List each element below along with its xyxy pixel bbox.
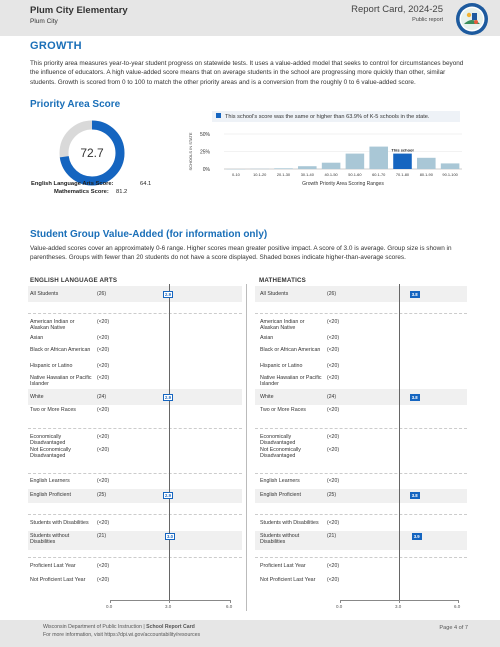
math-row-label: Students without Disabilities [260, 533, 300, 546]
math-axis-tick [458, 600, 459, 603]
ela-row-label: Asian [30, 335, 44, 341]
math-row-size: (26) [327, 291, 337, 297]
ela-row-label: Proficient Last Year [30, 563, 76, 569]
math-score-label: Mathematics Score: [54, 189, 109, 195]
math-row-label: Native Hawaiian or Pacific Islander [260, 375, 322, 388]
math-group-divider [255, 428, 467, 429]
ela-score-row [31, 181, 114, 187]
ela-group-divider [28, 473, 242, 474]
ela-row-size: (<20) [97, 478, 110, 484]
ela-row-size: (<20) [97, 563, 110, 569]
math-row-size: (25) [327, 492, 337, 498]
math-row-size: (<20) [327, 563, 340, 569]
y-tick-label: 0% [202, 167, 210, 173]
ela-score-marker: 3.0 [165, 533, 175, 540]
ela-score-marker: 2.9 [163, 394, 173, 401]
y-tick-label: 25% [199, 149, 210, 156]
ela-row-size: (<20) [97, 407, 110, 413]
column-divider [246, 284, 247, 611]
ela-row-size: (<20) [97, 520, 110, 526]
ela-row-label: English Proficient [30, 492, 71, 498]
footer-doc: School Report Card [146, 624, 195, 630]
footer-org-line [43, 624, 195, 630]
math-axis-tick-label: 3.0 [395, 604, 402, 609]
ela-row-size: (<20) [97, 447, 110, 453]
ela-row-label: Native Hawaiian or Pacific Islander [30, 375, 92, 388]
legend-text: This school's score was the same or higher than 63.9% of K-5 schools in the state. [225, 114, 430, 120]
priority-score-value: 72.7 [80, 146, 104, 160]
ela-row-label: Students without Disabilities [30, 533, 70, 546]
ela-group-divider [28, 557, 242, 558]
ela-row-label: Not Economically Disadvantaged [30, 447, 71, 460]
ela-row-label: Students with Disabilities [30, 520, 89, 526]
x-tick-label: 70.1-80 [395, 172, 410, 177]
ela-row-size: (26) [97, 291, 107, 297]
math-row-size: (<20) [327, 407, 340, 413]
growth-heading: GROWTH [30, 40, 82, 52]
ela-group-divider [28, 514, 242, 515]
x-tick-label: 40.1-50 [324, 172, 338, 177]
ela-score-marker: 2.9 [163, 291, 173, 298]
math-row-size: (<20) [327, 577, 340, 583]
math-axis-tick [399, 600, 400, 603]
report-subtitle: Public report [412, 17, 443, 23]
bar-70.1-80 [393, 154, 412, 169]
legend-swatch [216, 113, 221, 118]
math-score-row [54, 189, 109, 195]
x-tick-label: 10.1-20 [253, 172, 267, 177]
math-group-divider [255, 473, 467, 474]
math-group-divider [255, 514, 467, 515]
ela-axis-tick-label: 0.0 [106, 604, 113, 609]
math-row-size: (<20) [327, 319, 340, 325]
y-tick-label: 50% [199, 132, 210, 138]
math-row-label: All Students [260, 291, 289, 297]
math-row-size: (<20) [327, 478, 340, 484]
math-axis-tick [340, 600, 341, 603]
math-row-label: American Indian or Alaskan Native [260, 319, 305, 332]
ela-row-label: Black or African American [30, 347, 91, 353]
math-score-marker: 3.8 [410, 492, 420, 499]
math-column-title: MATHEMATICS [259, 277, 306, 284]
math-average-line [399, 284, 400, 600]
ela-row-size: (24) [97, 394, 107, 400]
math-row-label: English Learners [260, 478, 300, 484]
ela-row-label: Not Proficient Last Year [30, 577, 86, 583]
math-row-label: Not Economically Disadvantaged [260, 447, 301, 460]
math-row-label: Proficient Last Year [260, 563, 306, 569]
x-tick-label: 20.1-30 [276, 172, 291, 177]
page-number: Page 4 of 7 [439, 625, 468, 631]
highlight-label: This school [391, 147, 414, 153]
student-group-heading: Student Group Value-Added (for information only) [30, 229, 268, 240]
ela-score-marker: 2.9 [163, 492, 173, 499]
math-row-label: Hispanic or Latino [260, 363, 303, 369]
priority-area-heading: Priority Area Score [30, 99, 121, 110]
math-score-marker: 3.9 [412, 533, 422, 540]
bar-60.1-70 [369, 147, 388, 169]
ela-row-size: (25) [97, 492, 107, 498]
ela-row-size: (<20) [97, 434, 110, 440]
footer-more-info: For more information, visit https://dpi.wi.gov/accountability/resources [43, 632, 201, 638]
math-row-label: Not Proficient Last Year [260, 577, 316, 583]
priority-score-donut [57, 118, 127, 188]
ela-axis-tick [110, 600, 111, 603]
math-row-label: Two or More Races [260, 407, 306, 413]
math-row-size: (<20) [327, 434, 340, 440]
math-row-size: (21) [327, 533, 337, 539]
dpi-seal-icon [455, 2, 489, 36]
report-title: Report Card, 2024-25 [351, 4, 443, 15]
ela-score-value: 64.1 [140, 181, 152, 187]
bar-40.1-50 [322, 163, 341, 169]
bar-50.1-60 [346, 154, 365, 169]
ela-row-label: Two or More Races [30, 407, 76, 413]
ela-group-divider [28, 428, 242, 429]
math-row-label: Black or African American [260, 347, 321, 353]
ela-row-size: (<20) [97, 363, 110, 369]
chart-legend [212, 111, 460, 122]
math-score-marker: 3.8 [410, 394, 420, 401]
ela-axis-tick [230, 600, 231, 603]
math-row-size: (<20) [327, 363, 340, 369]
ela-row-label: American Indian or Alaskan Native [30, 319, 75, 332]
ela-column-title: ENGLISH LANGUAGE ARTS [30, 277, 118, 284]
x-tick-label: 30.1-40 [300, 172, 314, 177]
bar-20.1-30 [274, 168, 293, 169]
footer-separator: | [141, 624, 147, 630]
footer-org: Wisconsin Department of Public Instruction [43, 624, 142, 630]
ela-row-label: All Students [30, 291, 59, 297]
math-row-label: Asian [260, 335, 274, 341]
ela-row-label: Economically Disadvantaged [30, 434, 66, 447]
x-tick-label: 60.1-70 [372, 172, 386, 177]
math-row-size: (<20) [327, 335, 340, 341]
growth-intro: This priority area measures year-to-year student progress on statewide tests. It uses a value-added model that seeks to control for circumstances beyond the influence of educators. A high value-added score means that on average students in the school are progressing more quickly than other, similar students. Growth is scored from 0 to 100 to match the other priority areas and is a conversion from the roughly 0 to 6 value-added score. [30, 60, 464, 86]
ela-row-size: (21) [97, 533, 107, 539]
ela-row-size: (<20) [97, 577, 110, 583]
ela-row-size: (<20) [97, 319, 110, 325]
distribution-chart [180, 125, 470, 193]
math-row-label: Economically Disadvantaged [260, 434, 296, 447]
ela-group-divider [28, 313, 242, 314]
math-row-size: (<20) [327, 520, 340, 526]
ela-score-label: English Language Arts Score: [31, 181, 114, 187]
x-tick-label: 50.1-60 [348, 172, 362, 177]
math-group-divider [255, 557, 467, 558]
x-tick-label: 0-10 [232, 172, 240, 177]
math-row-size: (24) [327, 394, 337, 400]
math-row-size: (<20) [327, 375, 340, 381]
math-score-value: 81.2 [116, 189, 128, 195]
ela-axis-tick [169, 600, 170, 603]
math-group-divider [255, 313, 467, 314]
ela-row-label: Hispanic or Latino [30, 363, 73, 369]
district-name: Plum City [30, 18, 58, 25]
ela-row-label: English Learners [30, 478, 70, 484]
bar-80.1-90 [417, 158, 436, 169]
ela-row-label: White [30, 394, 44, 400]
ela-axis-tick-label: 3.0 [165, 604, 172, 609]
math-axis-tick-label: 0.0 [336, 604, 343, 609]
math-row-label: Students with Disabilities [260, 520, 319, 526]
ela-row-size: (<20) [97, 375, 110, 381]
ela-axis [110, 600, 230, 601]
ela-row-size: (<20) [97, 335, 110, 341]
x-tick-label: 90.1-100 [442, 172, 458, 177]
math-row-label: English Proficient [260, 492, 301, 498]
math-score-marker: 3.8 [410, 291, 420, 298]
x-axis-label: Growth Priority Area Scoring Ranges [302, 181, 384, 187]
bar-30.1-40 [298, 166, 317, 169]
math-row-size: (<20) [327, 447, 340, 453]
school-name: Plum City Elementary [30, 5, 128, 16]
ela-average-line [169, 284, 170, 600]
x-tick-label: 80.1-90 [419, 172, 433, 177]
math-row-size: (<20) [327, 347, 340, 353]
ela-axis-tick-label: 6.0 [226, 604, 233, 609]
math-axis-tick-label: 6.0 [454, 604, 461, 609]
student-group-description: Value-added scores cover an approximately 0-6 range. Higher scores mean greater positive impact. A score of 3.0 is average. Group size is shown in parentheses. Groups with fewer than 20 students do not have a score displayed. Shaded boxes indicate higher-than-average scores. [30, 245, 452, 262]
bar-90.1-100 [441, 163, 460, 169]
ela-row-size: (<20) [97, 347, 110, 353]
y-axis-label: SCHOOLS IN STATE [188, 132, 193, 171]
math-row-label: White [260, 394, 274, 400]
